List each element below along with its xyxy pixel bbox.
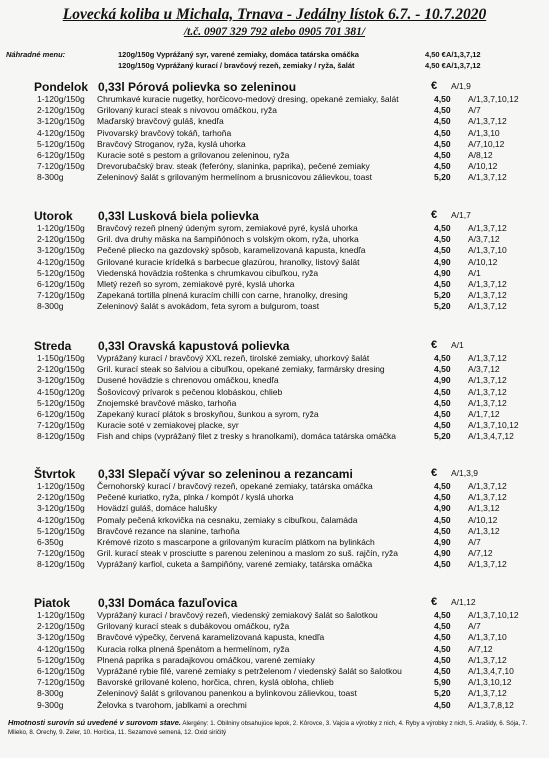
item-price: 5,90 — [434, 677, 451, 688]
item-description: Gril. kurací steak so šalviou a cibuľkou, opekané zemiaky, farmársky dresing — [97, 364, 385, 375]
item-allergens: A/1,3,7,10 — [468, 632, 507, 643]
day-section-utorok — [6, 209, 546, 313]
item-weight: 3-120g/150g — [37, 375, 85, 386]
item-allergens: A/3,7,12 — [468, 234, 500, 245]
euro-sign: € — [431, 467, 438, 479]
soup-of-day: 0,33l Oravská kapustová polievka — [98, 339, 290, 353]
item-description: Viedenská hovädzia roštenka s chrumkavou cibuľkou, ryža — [97, 267, 319, 278]
item-allergens: A/10,12 — [468, 514, 498, 525]
alt-item-price: 4,50 € — [425, 61, 446, 70]
item-weight: 9-300g — [37, 699, 64, 710]
item-allergens: A/10,12 — [468, 161, 498, 172]
item-description: Zeleninový šalát s grilovaným hermelínom a brusnicovou zálievkou, toast — [97, 172, 372, 183]
item-weight: 7-120g/150g — [37, 548, 85, 559]
item-weight: 8-120g/150g — [37, 431, 85, 442]
item-price: 4,50 — [434, 234, 451, 245]
item-price: 5,20 — [434, 431, 451, 442]
item-allergens: A/7,10,12 — [468, 138, 505, 149]
alt-item-allergens: A/1,3,7,12 — [446, 61, 481, 70]
menu-item — [6, 431, 546, 442]
item-allergens: A/7 — [468, 536, 481, 547]
item-allergens: A/1,3,7,12 — [468, 375, 507, 386]
item-price: 4,50 — [434, 353, 451, 363]
item-description: Černohorský kurací / bravčový rezeň, opekané zemiaky, tatárska omáčka — [97, 481, 373, 491]
item-description: Plnená paprika s paradajkovou omáčkou, varené zemiaky — [97, 654, 315, 665]
item-weight: 2-120g/150g — [37, 234, 85, 245]
item-description: Pečené pliecko na gazdovský spôsob, karamelizovaná kapusta, knedľa — [97, 245, 366, 256]
item-allergens: A/1,3,7,10,12 — [468, 610, 519, 620]
menu-item — [6, 257, 546, 268]
day-name: Pondelok — [34, 80, 89, 94]
item-weight: 5-120g/150g — [37, 654, 85, 665]
item-weight: 7-120g/150g — [37, 420, 85, 431]
item-allergens: A/8,12 — [468, 149, 493, 160]
item-description: Drevorubačský brav. steak (feferóny, slaninka, paprika), pečené zemiaky — [97, 161, 370, 172]
item-price: 4,90 — [434, 375, 451, 386]
item-description: Krémové rizoto s mascarpone a grilovaným kuracím plátkom na bylinkách — [97, 536, 375, 547]
menu-item — [6, 610, 546, 621]
item-allergens: A/1,3,4,7,12 — [468, 431, 514, 442]
menu-item — [6, 632, 546, 643]
item-allergens: A/1,3,7,12 — [468, 397, 507, 408]
alt-item-text: 120g/150g Vyprážaný syr, varené zemiaky, domáca tatárska omáčka — [118, 50, 359, 59]
item-description: Želovka s tvarohom, jablkami a orechmi — [97, 699, 247, 710]
menu-item — [6, 150, 546, 161]
item-description: Pomaly pečená krkovička na cesnaku, zemiaky s cibuľkou, čalamáda — [97, 514, 358, 525]
menu-item — [6, 245, 546, 256]
item-allergens: A/1,7,12 — [468, 408, 500, 419]
menu-item — [6, 559, 546, 570]
item-weight: 6-120g/150g — [37, 665, 85, 676]
item-allergens: A/1,3,7,12 — [468, 492, 507, 503]
item-weight: 7-120g/150g — [37, 161, 85, 172]
alternative-item — [118, 61, 548, 72]
item-weight: 8-300g — [37, 172, 64, 183]
item-price: 4,50 — [434, 665, 451, 676]
euro-sign: € — [431, 209, 438, 221]
item-price: 4,50 — [434, 127, 451, 138]
item-allergens: A/1,3,7,12 — [468, 172, 507, 183]
menu-item — [6, 353, 546, 364]
item-allergens: A/1,3,12 — [468, 525, 500, 536]
item-price: 4,50 — [434, 654, 451, 665]
item-price: 4,50 — [434, 610, 451, 620]
menu-item — [6, 172, 546, 183]
item-weight: 1-150g/150g — [37, 353, 85, 363]
soup-allergens: A/1,3,9 — [451, 468, 478, 478]
item-weight: 1-120g/150g — [37, 610, 85, 620]
menu-item — [6, 268, 546, 279]
menu-item — [6, 503, 546, 514]
item-weight: 2-120g/150g — [37, 105, 85, 116]
item-description: Pivovarský bravčový tokáň, tarhoňa — [97, 127, 232, 138]
day-name: Štvrtok — [34, 467, 76, 481]
item-description: Gril. dva druhy mäska na šampiňónoch s volským okom, ryža, uhorka — [97, 234, 359, 245]
item-description: Vyprážaný karfiol, cuketa a šampiňóny, varené zemiaky, tatárska omáčka — [97, 559, 373, 570]
item-description: Hovädzí guláš, domáce halušky — [97, 503, 218, 514]
item-description: Znojemské bravčové mäsko, tarhoňa — [97, 397, 237, 408]
day-section-pondelok — [6, 80, 546, 184]
item-price: 4,50 — [434, 525, 451, 536]
item-weight: 6-350g — [37, 536, 64, 547]
menu-item — [6, 301, 546, 312]
menu-item — [6, 161, 546, 172]
soup-of-day: 0,33l Pórová polievka so zeleninou — [98, 80, 297, 94]
menu-item — [6, 526, 546, 537]
item-allergens: A/1,3,7,12 — [468, 223, 507, 233]
item-weight: 2-120g/150g — [37, 621, 85, 632]
item-price: 4,50 — [434, 420, 451, 431]
item-description: Šošovicový prívarok s pečenou klobáskou, chlieb — [97, 386, 283, 397]
item-description: Dusené hovädzie s chrenovou omáčkou, knedľa — [97, 375, 279, 386]
menu-item — [6, 290, 546, 301]
item-allergens: A/1,3,7,12 — [468, 386, 507, 397]
menu-header — [0, 6, 549, 38]
euro-sign: € — [431, 80, 438, 92]
item-description: Bravčové výpečky, červená karamelizovaná kapusta, knedľa — [97, 632, 325, 643]
menu-item — [6, 387, 546, 398]
soup-allergens: A/1,7 — [451, 210, 471, 220]
item-weight: 6-120g/150g — [37, 278, 85, 289]
menu-item — [6, 105, 546, 116]
menu-item — [6, 644, 546, 655]
item-price: 4,50 — [434, 481, 451, 491]
item-description: Grilované kuracie krídelká s barbecue glazúrou, hranolky, listový šalát — [97, 256, 360, 267]
item-allergens: A/1,3,4,7,10 — [468, 665, 514, 676]
menu-item — [6, 139, 546, 150]
item-weight: 4-120g/150g — [37, 643, 85, 654]
day-section-piatok — [6, 596, 546, 711]
item-price: 4,50 — [434, 514, 451, 525]
item-allergens: A/1,3,7,12 — [468, 301, 507, 312]
item-allergens: A/1,3,7,10 — [468, 245, 507, 256]
item-weight: 8-120g/150g — [37, 559, 85, 570]
item-weight: 4-120g/150g — [37, 127, 85, 138]
item-price: 5,20 — [434, 290, 451, 301]
item-weight: 5-120g/150g — [37, 267, 85, 278]
item-allergens: A/1,3,7,12 — [468, 278, 507, 289]
item-allergens: A/1,3,7,10,12 — [468, 420, 519, 431]
day-name: Utorok — [34, 209, 73, 223]
item-price: 4,50 — [434, 105, 451, 116]
soup-allergens: A/1 — [451, 340, 464, 350]
item-description: Kuracie soté v zemiakovej placke, syr — [97, 420, 239, 431]
item-description: Bravčový Stroganov, ryža, kyslá uhorka — [97, 138, 246, 149]
day-header — [6, 467, 546, 481]
item-allergens: A/10,12 — [468, 256, 498, 267]
item-weight: 2-120g/150g — [37, 364, 85, 375]
item-description: Pečené kuriatko, ryža, plnka / kompót / kyslá uhorka — [97, 492, 294, 503]
menu-item — [6, 223, 546, 234]
day-name: Streda — [34, 339, 72, 353]
item-price: 4,90 — [434, 536, 451, 547]
item-description: Zeleninový šalát s grilovanou panenkou a bylinkovou zálievkou, toast — [97, 688, 357, 699]
item-weight: 3-120g/150g — [37, 245, 85, 256]
allergen-footnote — [8, 718, 543, 737]
menu-item — [6, 492, 546, 503]
item-description: Vyprážaný kurací / bravčový XXL rezeň, tirolské zemiaky, uhorkový šalát — [97, 353, 370, 363]
item-price: 4,50 — [434, 397, 451, 408]
phone-numbers: /t.č. 0907 329 792 alebo 0905 701 381/ — [183, 26, 366, 38]
item-weight: 7-120g/150g — [37, 290, 85, 301]
item-weight: 6-120g/150g — [37, 408, 85, 419]
soup-of-day: 0,33l Lusková biela polievka — [98, 209, 259, 223]
item-allergens: A/7,12 — [468, 548, 493, 559]
item-allergens: A/1,3,7,12 — [468, 559, 507, 570]
item-price: 5,20 — [434, 172, 451, 183]
soup-allergens: A/1,12 — [451, 597, 476, 607]
item-price: 4,50 — [434, 492, 451, 503]
alt-item-allergens: A/1,3,7,12 — [446, 50, 481, 59]
item-weight: 3-120g/150g — [37, 632, 85, 643]
item-allergens: A/1,3,12 — [468, 503, 500, 514]
item-weight: 5-120g/150g — [37, 525, 85, 536]
item-weight: 3-120g/150g — [37, 503, 85, 514]
item-price: 4,50 — [434, 364, 451, 375]
item-allergens: A/1,3,10 — [468, 127, 500, 138]
menu-item — [6, 279, 546, 290]
euro-sign: € — [431, 596, 438, 608]
item-weight: 4-150g/120g — [37, 386, 85, 397]
item-weight: 2-120g/150g — [37, 492, 85, 503]
item-price: 5,20 — [434, 688, 451, 699]
item-weight: 4-120g/150g — [37, 256, 85, 267]
day-header — [6, 339, 546, 353]
item-description: Bravčové rezance na slanine, tarhoňa — [97, 525, 240, 536]
item-description: Maďarský bravčový guláš, knedľa — [97, 116, 224, 127]
item-allergens: A/1,3,7,10,12 — [468, 94, 519, 104]
item-description: Grilovaný kurací steak s nivovou omáčkou, ryža — [97, 105, 277, 116]
item-allergens: A/7 — [468, 105, 481, 116]
item-price: 4,50 — [434, 116, 451, 127]
item-description: Zeleninový šalát s avokádom, feta syrom a bulgurom, toast — [97, 301, 320, 312]
item-price: 4,50 — [434, 643, 451, 654]
item-price: 5,20 — [434, 301, 451, 312]
item-price: 4,50 — [434, 559, 451, 570]
item-allergens: A/1,3,7,12 — [468, 654, 507, 665]
item-allergens: A/1,3,10,12 — [468, 677, 512, 688]
item-allergens: A/1,3,7,12 — [468, 290, 507, 301]
item-description: Zapekaná tortilla plnená kuracím chilli con carne, hranolky, dresing — [97, 290, 348, 301]
menu-item — [6, 94, 546, 105]
day-header — [6, 209, 546, 223]
item-price: 4,50 — [434, 699, 451, 710]
menu-item — [6, 700, 546, 711]
item-description: Fish and chips (vyprážaný filet z tresky s hranolkami), domáca tatárska omáčka — [97, 431, 397, 442]
day-header — [6, 80, 546, 94]
soup-allergens: A/1,9 — [451, 81, 471, 91]
item-weight: 1-120g/150g — [37, 481, 85, 491]
menu-item — [6, 677, 546, 688]
item-price: 4,90 — [434, 548, 451, 559]
menu-item — [6, 688, 546, 699]
soup-of-day: 0,33l Slepačí vývar so zeleninou a rezancami — [98, 467, 353, 481]
restaurant-title: Lovecká koliba u Michala, Trnava - Jedálny lístok 6.7. - 10.7.2020 — [62, 6, 487, 23]
item-description: Grilovaný kurací steak s dubákovou omáčkou, ryža — [97, 621, 290, 632]
item-price: 4,50 — [434, 632, 451, 643]
item-price: 4,50 — [434, 386, 451, 397]
item-price: 4,50 — [434, 245, 451, 256]
allergen-legend: Alergény: 1. Obilniny obsahujúce lepok, 2. Kôrovce, 3. Vajcia a výrobky z nich, 4. Ryby a výrobky z nich, 5. Arašidy, 6. Sója, 7. Mlieko, 8. Orechy, 9. Zeler, 10. Horčica, 11. Sezamové semená, 12. Oxid siričitý — [8, 720, 528, 736]
item-price: 4,50 — [434, 621, 451, 632]
item-weight: 7-120g/150g — [37, 677, 85, 688]
menu-item — [6, 621, 546, 632]
item-description: Vyprážané rybie filé, varené zemiaky s petrželenom / viedenský šalát so šalotkou — [97, 665, 402, 676]
item-weight: 8-300g — [37, 301, 64, 312]
item-weight: 6-120g/150g — [37, 149, 85, 160]
item-allergens: A/1,3,7,8,12 — [468, 699, 514, 710]
item-description: Bravčový rezeň plnený údeným syrom, zemiakové pyré, kyslá uhorka — [97, 223, 358, 233]
day-section-streda — [6, 339, 546, 443]
item-allergens: A/1,3,7,12 — [468, 353, 507, 363]
day-section-stvrtok — [6, 467, 546, 571]
item-price: 4,50 — [434, 149, 451, 160]
item-weight: 1-120g/150g — [37, 94, 85, 104]
soup-of-day: 0,33l Domáca fazuľovica — [98, 596, 238, 610]
item-allergens: A/1,3,7,12 — [468, 688, 507, 699]
item-description: Kuracia rolka plnená špenátom a hermelínom, ryža — [97, 643, 290, 654]
item-description: Bavorské grilované koleno, horčica, chren, kyslá obloha, chlieb — [97, 677, 334, 688]
item-price: 4,50 — [434, 138, 451, 149]
item-description: Kuracie soté s pestom a grilovanou zeleninou, ryža — [97, 149, 290, 160]
menu-item — [6, 409, 546, 420]
day-header — [6, 596, 546, 610]
menu-item — [6, 116, 546, 127]
menu-item — [6, 420, 546, 431]
alt-item-text: 120g/150g Vyprážaný kurací / bravčový rezeň, zemiaky / ryža, šalát — [118, 61, 355, 70]
item-description: Mletý rezeň so syrom, zemiakové pyré, kyslá uhorka — [97, 278, 295, 289]
menu-item — [6, 481, 546, 492]
menu-item — [6, 515, 546, 526]
item-weight: 5-120g/150g — [37, 397, 85, 408]
menu-item — [6, 364, 546, 375]
alt-item-price: 4,50 € — [425, 50, 446, 59]
menu-item — [6, 537, 546, 548]
item-allergens: A/1,3,7,12 — [468, 116, 507, 127]
item-weight: 1-120g/150g — [37, 223, 85, 233]
item-allergens: A/3,7,12 — [468, 364, 500, 375]
item-weight: 8-300g — [37, 688, 64, 699]
item-weight: 4-120g/150g — [37, 514, 85, 525]
item-price: 4,50 — [434, 161, 451, 172]
menu-item — [6, 655, 546, 666]
item-weight: 5-120g/150g — [37, 138, 85, 149]
item-price: 4,50 — [434, 278, 451, 289]
weights-note: Hmotnosti surovín sú uvedené v surovom stave. — [8, 718, 181, 727]
day-name: Piatok — [34, 596, 71, 610]
item-description: Chrumkavé kuracie nugetky, horčicovo-medový dresing, opekané zemiaky, šalát — [97, 94, 399, 104]
euro-sign: € — [431, 339, 438, 351]
menu-item — [6, 548, 546, 559]
item-allergens: A/1 — [468, 267, 481, 278]
alternative-item — [118, 50, 548, 61]
item-description: Vyprážaný kurací / bravčový rezeň, viedenský zemiakový šalát so šalotkou — [97, 610, 378, 620]
item-price: 4,50 — [434, 94, 451, 104]
menu-item — [6, 398, 546, 409]
menu-item — [6, 375, 546, 386]
item-allergens: A/7 — [468, 621, 481, 632]
item-description: Gril. kurací steak v prosciutte s parenou zeleninou a maslom zo suš. rajčín, ryža — [97, 548, 398, 559]
menu-item — [6, 666, 546, 677]
item-allergens: A/1,3,7,12 — [468, 481, 507, 491]
item-allergens: A/7,12 — [468, 643, 493, 654]
item-price: 4,90 — [434, 503, 451, 514]
item-price: 4,90 — [434, 256, 451, 267]
item-price: 4,50 — [434, 408, 451, 419]
item-description: Zapekaný kurací plátok s broskyňou, šunkou a syrom, ryža — [97, 408, 319, 419]
menu-item — [6, 128, 546, 139]
alternative-menu-label: Náhradné menu: — [6, 50, 66, 59]
item-price: 4,90 — [434, 267, 451, 278]
item-price: 4,50 — [434, 223, 451, 233]
menu-item — [6, 234, 546, 245]
item-weight: 3-120g/150g — [37, 116, 85, 127]
